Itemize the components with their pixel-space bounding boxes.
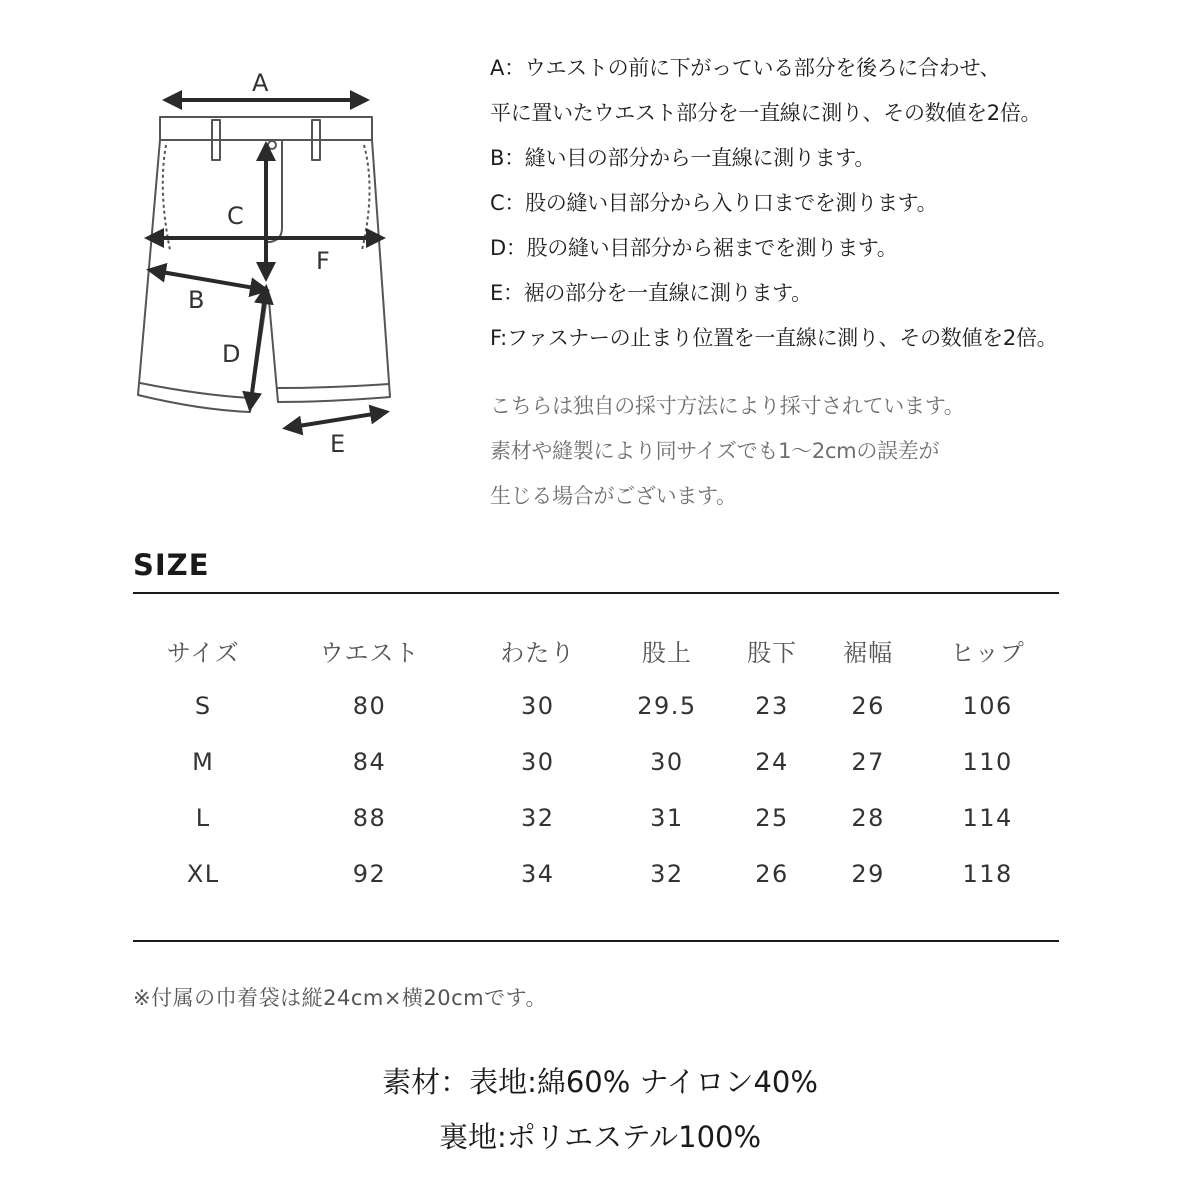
table-row [133,734,1059,790]
cell-thigh: 30 [520,692,555,720]
cell-hip: 114 [962,804,1013,832]
note-line: C：股の縫い目部分から入り口までを測ります。 [490,191,938,215]
cell-inseam: 23 [755,692,789,720]
label-a: A [252,69,269,97]
cell-hip: 106 [962,692,1013,720]
note-line: 平に置いたウエスト部分を一直線に測り、その数値を2倍。 [490,101,1042,125]
cell-size: XL [186,860,220,888]
disclaimer-line: こちらは独自の採寸方法により採寸されています。 [490,394,965,418]
cell-thigh: 30 [520,748,555,776]
cell-hem-width: 28 [851,804,885,832]
cell-size: S [194,692,212,720]
waist-button [268,141,276,149]
cell-size: L [195,804,211,832]
header-inseam: 股下 [747,638,798,667]
label-c: C [227,202,244,230]
label-d: D [222,340,241,368]
divider-top [133,592,1059,594]
measurement-lines [148,100,386,428]
note-line: A：ウエストの前に下がっている部分を後ろに合わせ、 [490,56,1001,80]
header-size: サイズ [166,638,240,667]
size-table [133,622,1059,902]
header-hip: ヒップ [950,638,1025,667]
cell-inseam: 26 [755,860,789,888]
cell-hip: 110 [962,748,1013,776]
divider-bottom [133,940,1059,942]
cell-rise: 32 [650,860,684,888]
note-line: B：縫い目の部分から一直線に測ります。 [490,146,876,170]
header-waist: ウエスト [319,638,420,667]
table-row [133,846,1059,902]
cell-inseam: 24 [755,748,789,776]
measurement-disclaimer [490,384,1110,519]
size-table-header-row [133,622,1059,678]
header-hem-width: 裾幅 [843,638,894,667]
material-lining: 裏地:ポリエステル100% [438,1120,762,1154]
material-outer-fabric: 素材：表地:綿60% ナイロン40% [382,1065,818,1099]
cell-waist: 84 [352,748,387,776]
cell-thigh: 34 [520,860,555,888]
cell-rise: 31 [650,804,684,832]
note-line: D：股の縫い目部分から裾までを測ります。 [490,236,898,260]
label-e: E [330,430,346,458]
disclaimer-line: 生じる場合がございます。 [490,484,737,508]
table-row [133,790,1059,846]
size-section-title: SIZE [133,548,210,582]
cell-hem-width: 27 [851,748,885,776]
cell-thigh: 32 [520,804,555,832]
cell-waist: 92 [352,860,387,888]
pouch-footnote: ※付属の巾着袋は縦24cm×横20cmです。 [133,986,547,1010]
header-rise: 股上 [641,638,692,667]
cell-rise: 30 [650,748,684,776]
cell-hem-width: 29 [851,860,885,888]
cell-rise: 29.5 [637,692,697,720]
label-b: B [188,286,205,314]
measure-line-b [150,270,266,290]
note-line: E：裾の部分を一直線に測ります。 [490,281,812,305]
label-f: F [316,247,330,275]
cell-hem-width: 26 [851,692,885,720]
header-thigh: わたり [500,638,576,667]
cell-hip: 118 [962,860,1013,888]
measure-line-e [286,412,386,428]
cell-inseam: 25 [755,804,789,832]
measurement-notes [490,46,1190,361]
shorts-measurement-diagram [120,55,420,475]
cell-waist: 80 [352,692,387,720]
note-line: F:ファスナーの止まり位置を一直線に測り、その数値を2倍。 [490,326,1058,350]
disclaimer-line: 素材や縫製により同サイズでも1～2cmの誤差が [490,439,940,463]
table-row [133,678,1059,734]
cell-size: M [192,748,215,776]
measure-line-d [250,288,266,408]
cell-waist: 88 [352,804,387,832]
